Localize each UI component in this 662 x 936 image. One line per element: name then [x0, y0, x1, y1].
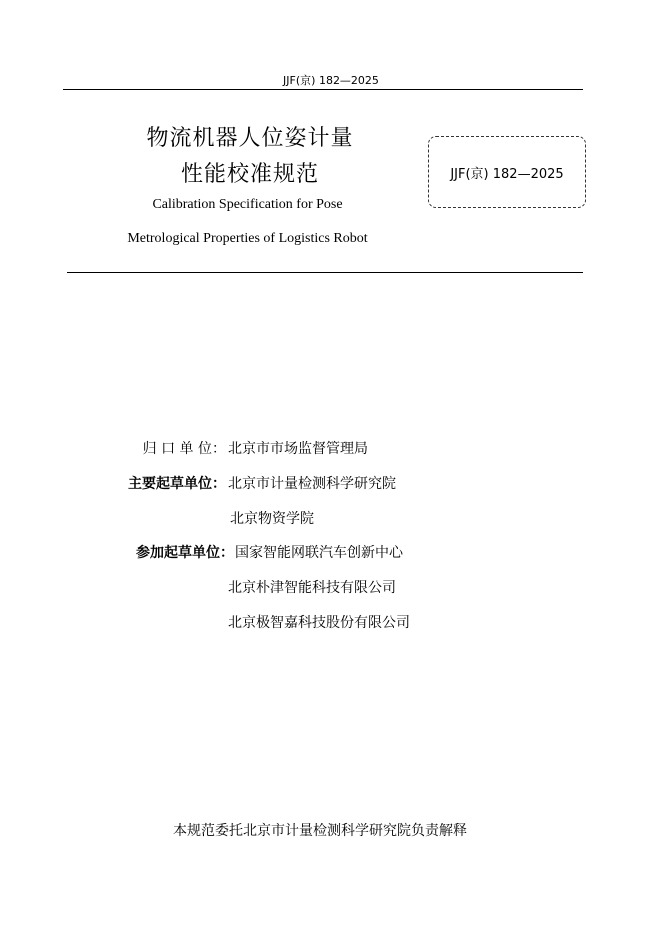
code-box-text: JJF(京) 182—2025 — [450, 166, 564, 182]
main-org-value-1: 北京市计量检测科学研究院 — [228, 476, 396, 492]
interpretation-note: 本规范委托北京市计量检测科学研究院负责解释 — [173, 823, 467, 839]
title-cn-line1: 物流机器人位姿计量 — [146, 126, 354, 151]
title-cn-line2: 性能校准规范 — [180, 162, 319, 187]
title-en-line2: Metrological Properties of Logistics Robot — [127, 231, 368, 246]
main-org-label: 主要起草单位： — [128, 476, 226, 492]
participant-org-label: 参加起草单位： — [136, 545, 234, 561]
responsible-org-value: 北京市市场监督管理局 — [228, 441, 368, 457]
main-org-value-2: 北京物资学院 — [230, 511, 314, 527]
participant-org-value-3: 北京极智嘉科技股份有限公司 — [228, 615, 410, 631]
running-header-code: JJF(京) 182—2025 — [283, 74, 379, 87]
code-box — [428, 136, 586, 208]
participant-org-value-2: 北京朴津智能科技有限公司 — [228, 580, 396, 596]
participant-org-value-1: 国家智能网联汽车创新中心 — [235, 545, 403, 561]
header-rule — [63, 89, 583, 90]
title-en-line1: Calibration Specification for Pose — [152, 197, 343, 212]
title-rule — [67, 272, 583, 273]
responsible-org-label: 归 口 单 位： — [142, 441, 226, 457]
